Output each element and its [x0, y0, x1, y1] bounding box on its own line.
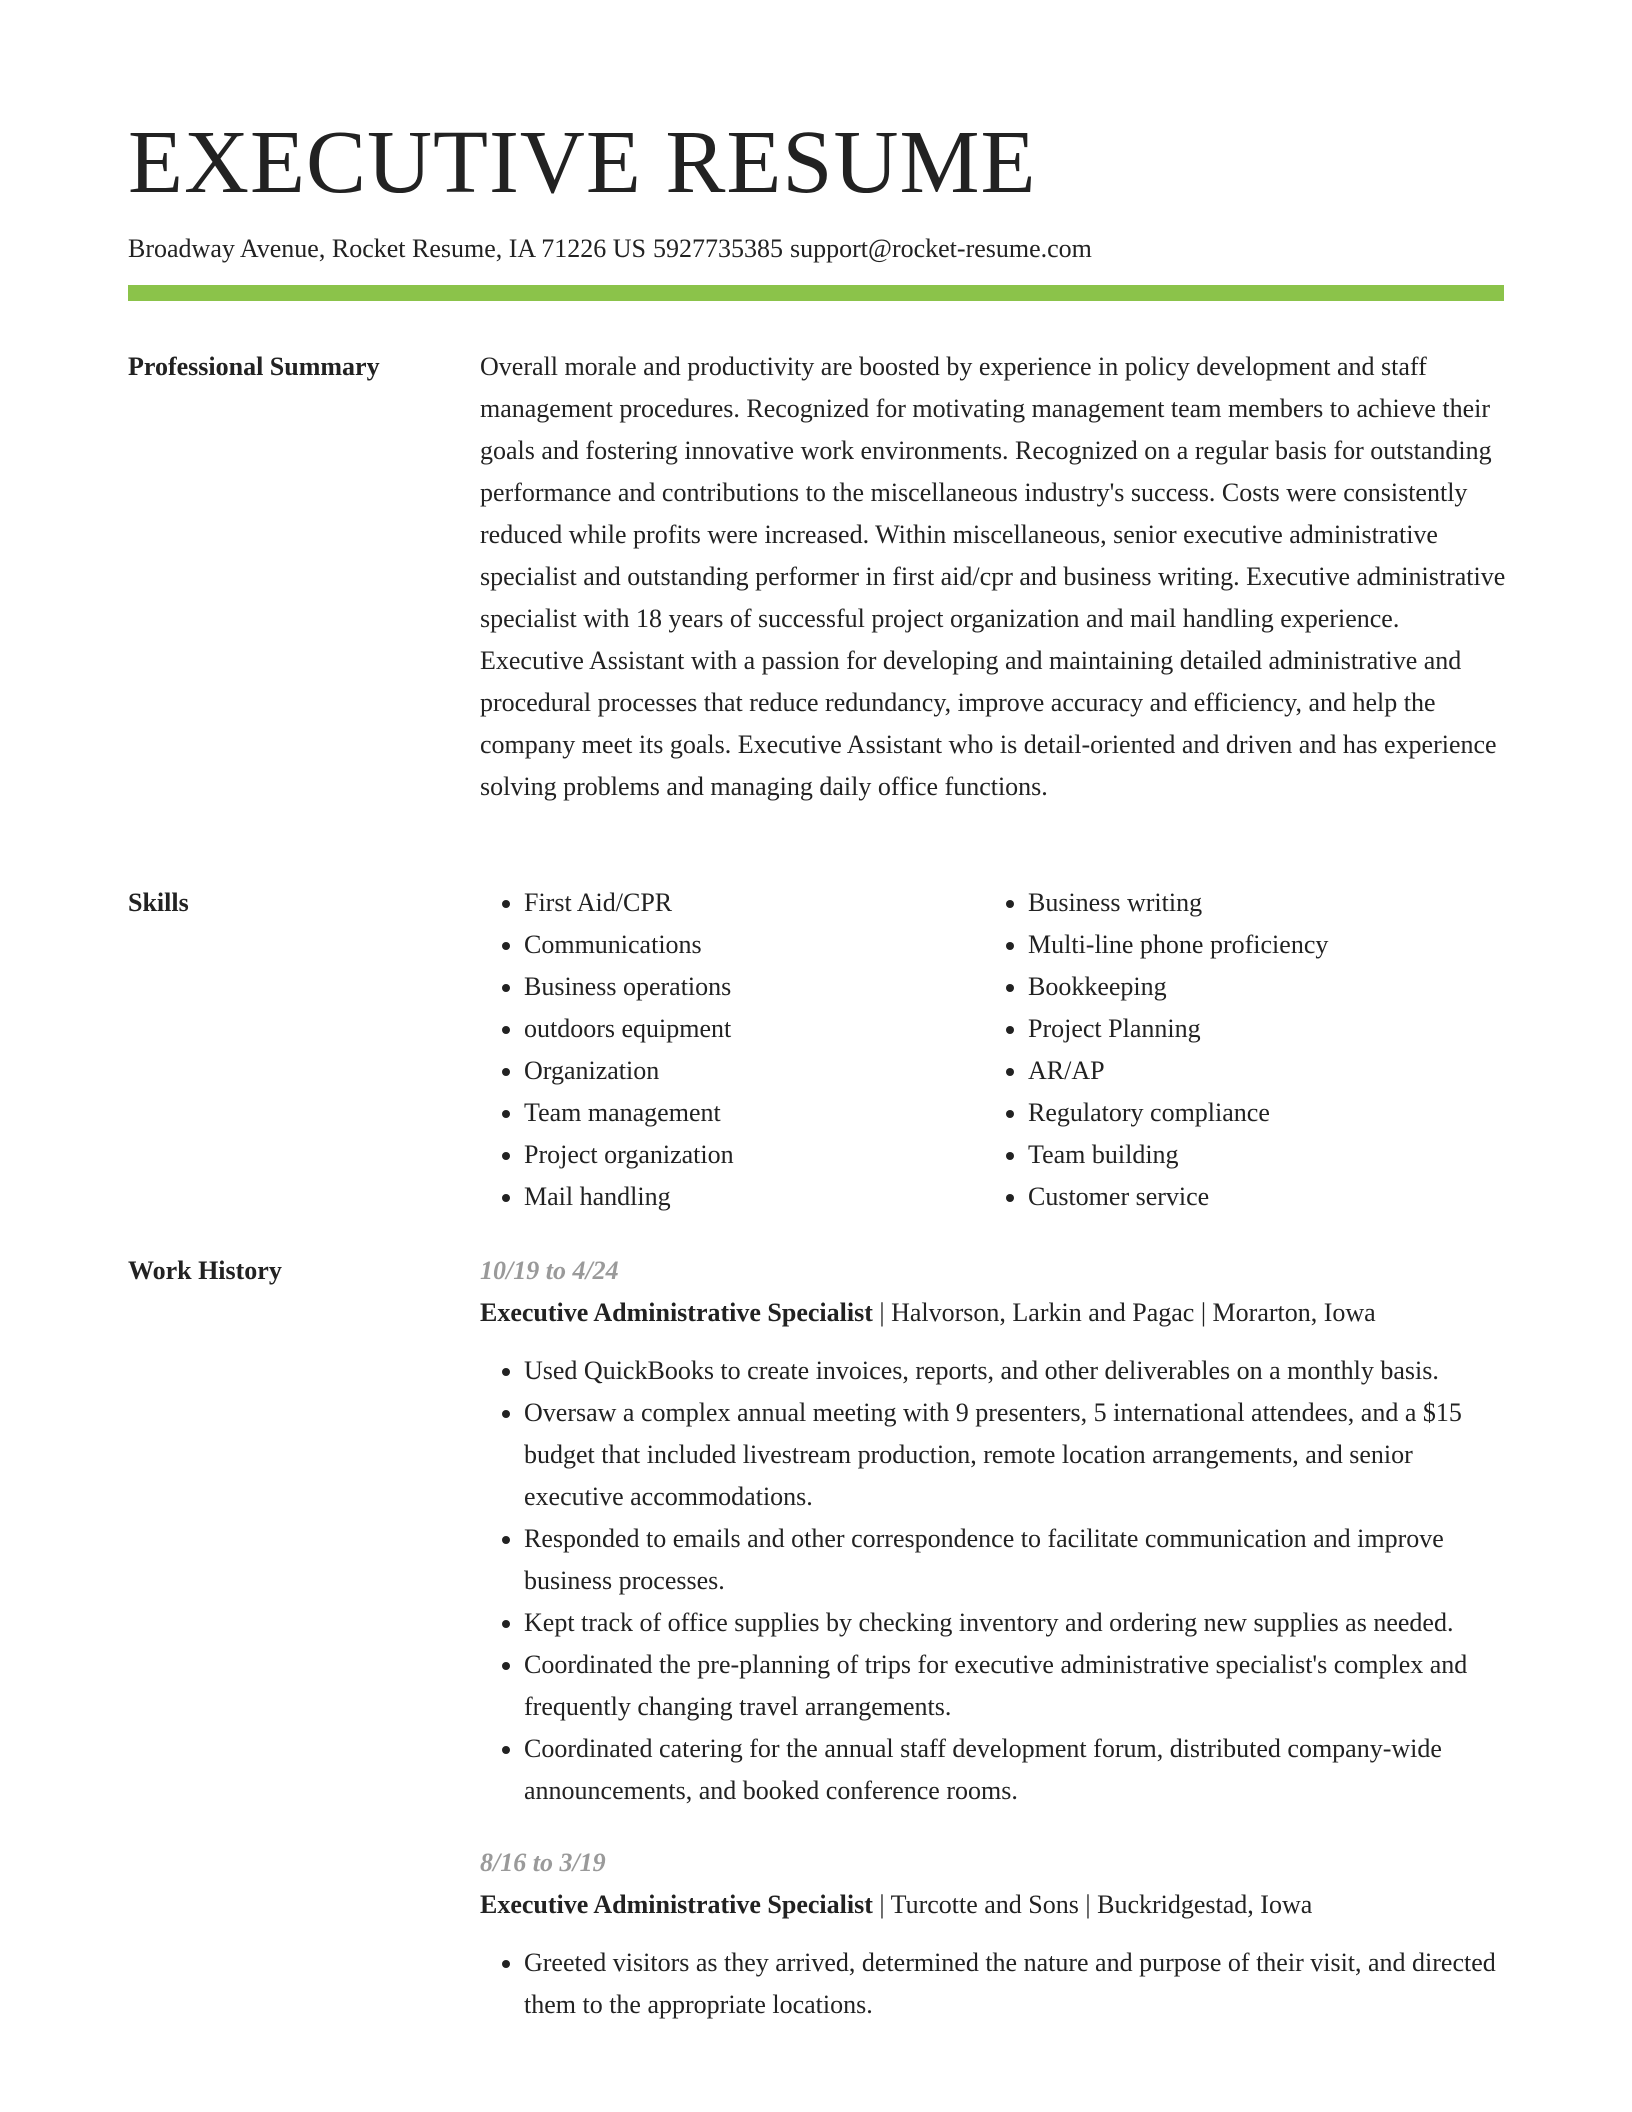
skill-item: • Multi-line phone proficiency [1028, 924, 1488, 966]
job-bullet-list [480, 1350, 1506, 1812]
job-bullet: • Coordinated the pre-planning of trips for executive administrative specialist's complex and frequently changing travel arrangements. [524, 1644, 1506, 1728]
skills-columns [480, 882, 1506, 1218]
job-company: Halvorson, Larkin and Pagac [891, 1298, 1195, 1327]
job-location: Morarton, Iowa [1212, 1298, 1376, 1327]
skill-item: • First Aid/CPR [524, 882, 984, 924]
job-bullet: • Oversaw a complex annual meeting with 9 presenters, 5 international attendees, and a $15 budget that included livestream production, remote location arrangements, and senior executive accommodations. [524, 1392, 1506, 1518]
work-history-body [480, 1250, 1506, 2026]
job-separator: | [879, 1890, 885, 1919]
skill-item: • Regulatory compliance [1028, 1092, 1488, 1134]
job-entry [480, 1842, 1506, 2026]
job-bullet: • Responded to emails and other correspondence to facilitate communication and improve business processes. [524, 1518, 1506, 1602]
job-title: Executive Administrative Specialist [480, 1298, 873, 1327]
skill-item: • Communications [524, 924, 984, 966]
skill-item: • Business writing [1028, 882, 1488, 924]
skill-item: • Project organization [524, 1134, 984, 1176]
contact-email: support@rocket-resume.com [790, 234, 1092, 263]
resume-name: EXECUTIVE RESUME [128, 113, 1037, 212]
contact-line [128, 232, 1092, 266]
job-separator: | [1200, 1298, 1207, 1327]
job-bullet: • Greeted visitors as they arrived, determined the nature and purpose of their visit, and directed them to the appropriate locations. [524, 1942, 1506, 2026]
skill-item: • Customer service [1028, 1176, 1488, 1218]
header-divider [128, 285, 1504, 301]
skill-item: • Team management [524, 1092, 984, 1134]
skill-item: • Project Planning [1028, 1008, 1488, 1050]
job-dates: 8/16 to 3/19 [480, 1848, 606, 1877]
job-separator: | [1085, 1890, 1091, 1919]
job-company: Turcotte and Sons [890, 1890, 1079, 1919]
skills-label: Skills [128, 888, 189, 917]
job-separator: | [879, 1298, 885, 1327]
job-bullet: • Coordinated catering for the annual staff development forum, distributed company-wide announcements, and booked conference rooms. [524, 1728, 1506, 1812]
skill-item: • Organization [524, 1050, 984, 1092]
skills-body [480, 882, 1506, 1218]
summary-label: Professional Summary [128, 352, 380, 381]
contact-address: Broadway Avenue, Rocket Resume, IA 71226 US [128, 234, 646, 263]
job-bullet-list [480, 1942, 1506, 2026]
job-location: Buckridgestad, Iowa [1097, 1890, 1313, 1919]
skill-item: • Team building [1028, 1134, 1488, 1176]
summary-text: Overall morale and productivity are boosted by experience in policy development and staff management procedures. Recognized for motivating management team members to achieve their goals and fostering innovative work environments. Recognized on a regular basis for outstanding performance and contributions to the miscellaneous industry's success. Costs were consistently reduced while profits were increased. Within miscellaneous, senior executive administrative specialist and outstanding performer in first aid/cpr and business writing. Executive administrative specialist with 18 years of successful project organization and mail handling experience. Executive Assistant with a passion for developing and maintaining detailed administrative and procedural processes that reduce redundancy, improve accuracy and efficiency, and help the company meet its goals. Executive Assistant who is detail-oriented and driven and has experience solving problems and managing daily office functions. [480, 352, 1506, 801]
skill-item: • Mail handling [524, 1176, 984, 1218]
job-entry [480, 1250, 1506, 1812]
skill-item: • Business operations [524, 966, 984, 1008]
contact-phone: 5927735385 [653, 234, 783, 263]
job-bullet: • Used QuickBooks to create invoices, reports, and other deliverables on a monthly basis. [524, 1350, 1506, 1392]
job-title-line [480, 1884, 1506, 1926]
job-title-line [480, 1292, 1506, 1334]
job-title: Executive Administrative Specialist [480, 1890, 873, 1919]
job-bullet: • Kept track of office supplies by checking inventory and ordering new supplies as needed. [524, 1602, 1506, 1644]
skills-list-left [480, 882, 984, 1218]
skills-list-right [984, 882, 1488, 1218]
work-history-label: Work History [128, 1256, 282, 1285]
skill-item: • Bookkeeping [1028, 966, 1488, 1008]
summary-body [480, 346, 1506, 808]
job-dates: 10/19 to 4/24 [480, 1256, 619, 1285]
skill-item: • outdoors equipment [524, 1008, 984, 1050]
skill-item: • AR/AP [1028, 1050, 1488, 1092]
